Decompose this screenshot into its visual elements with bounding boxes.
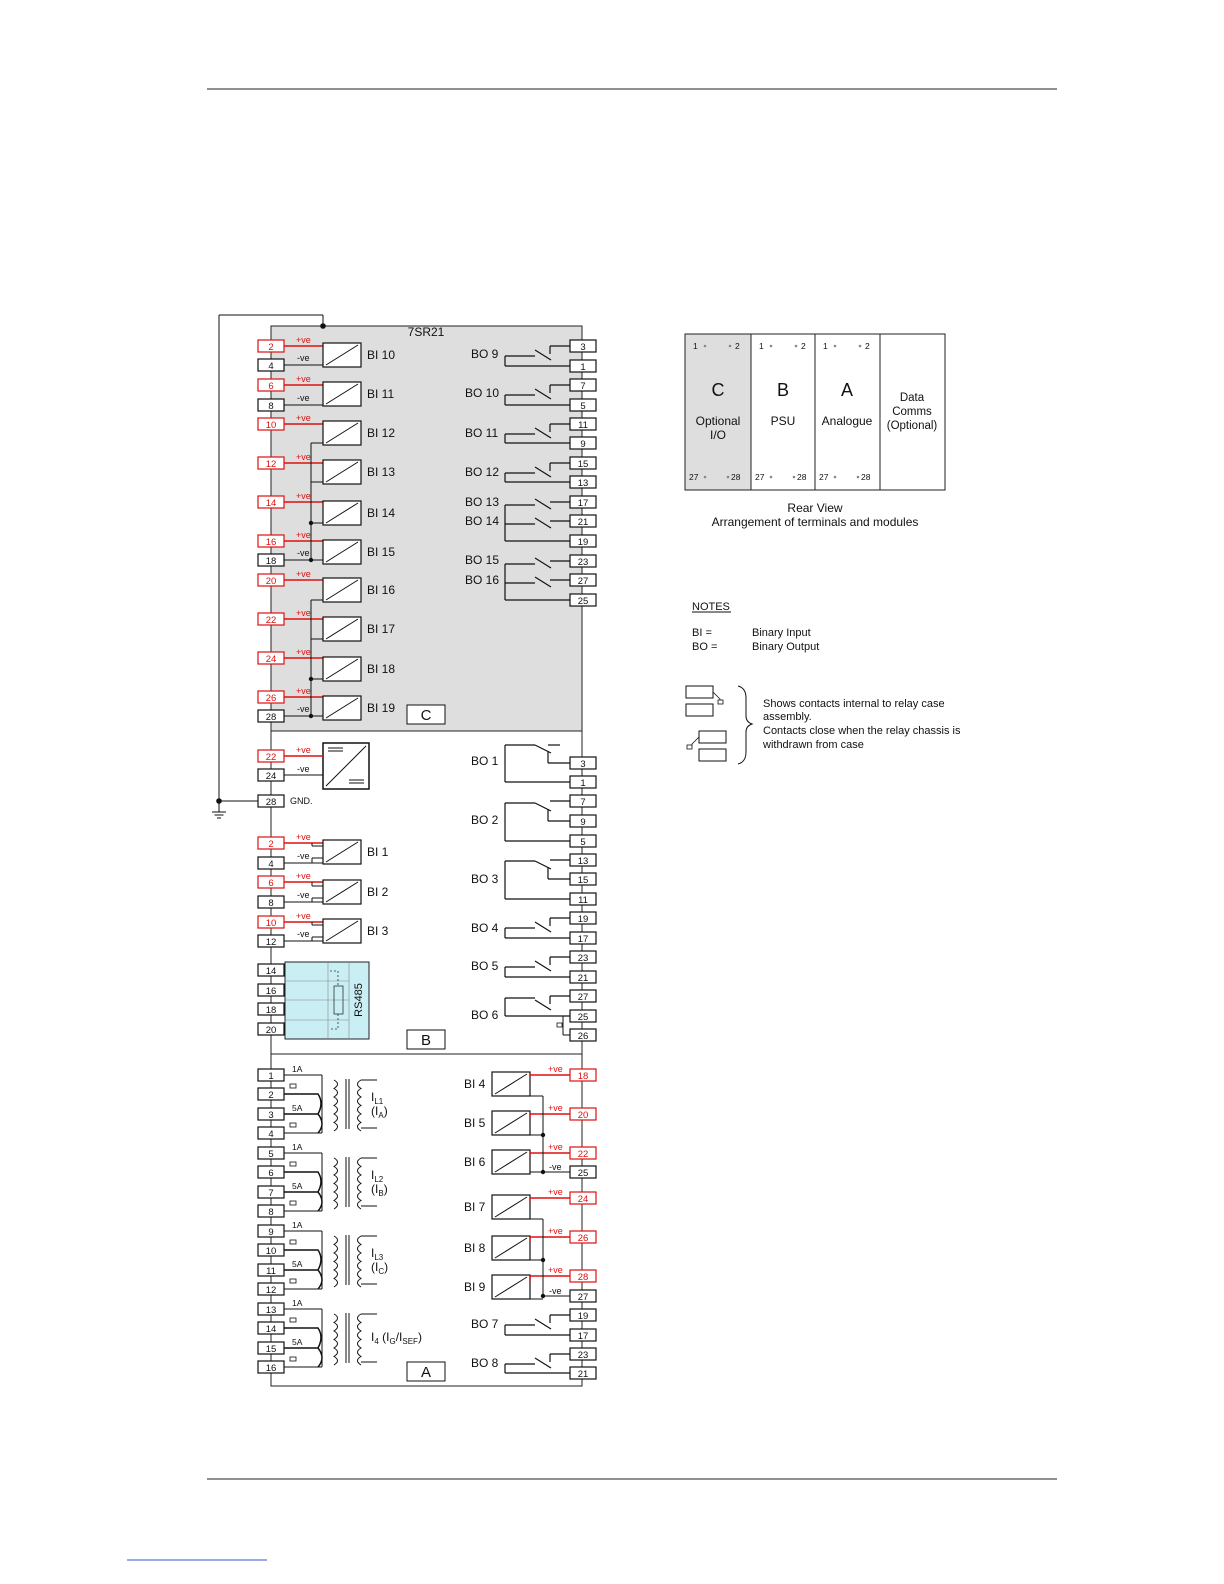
pos-label: +ve [296,569,311,579]
mod-b-rterm-26: 26 [577,1031,589,1042]
neg-label: -ve [549,1162,562,1172]
mod-c-rterm-19: 19 [577,537,589,548]
mod-c-term-8: 8 [268,401,274,412]
mod-b-rterm-13: 13 [577,856,589,867]
mod-b-rterm-23: 23 [577,953,589,964]
ct-3-label: $I_{L3}$ [371,1246,384,1262]
mod-b-term-12: 12 [265,937,277,948]
note-contact-line-3: Contacts close when the relay chassis is [763,725,961,737]
mod-b-rterm-25: 25 [577,1012,589,1023]
rear-pin [704,476,707,479]
mod-c-rterm-9: 9 [580,439,586,450]
pos-label: +ve [296,335,311,345]
rear-pin-label: 27 [755,472,765,482]
ct-1-label: $I_{L1}$ [371,1090,384,1106]
mod-b-bo5-label: BO 5 [471,959,499,973]
module-c-tag: C [420,707,432,724]
mod-b-bo6-label: BO 6 [471,1008,499,1022]
rear-pin-label: 28 [731,472,741,482]
junction [541,1258,545,1262]
rear-comms-1: Comms [892,406,932,418]
rear-module-C-letter: C [711,380,725,400]
notes [686,601,961,764]
mod-a-bi6-label: BI 6 [464,1155,486,1169]
mod-c-rterm-1: 1 [580,362,586,373]
rear-pin-label: 1 [693,341,698,351]
rear-pin [859,345,862,348]
neg-label: -ve [297,764,310,774]
ct-4-label: $I_4$ $(I_G/I_{SEF})$ [371,1330,422,1346]
rear-pin-label: 1 [759,341,764,351]
shorting-link [290,1279,296,1283]
pos-label: +ve [296,686,311,696]
mod-a-term-5: 5 [268,1149,274,1160]
rear-pin-label: 28 [797,472,807,482]
mod-b-term-8: 8 [268,898,274,909]
rear-pin-label: 27 [689,472,699,482]
mod-a-rterm-24: 24 [577,1194,589,1205]
mod-a-term-6: 6 [268,1168,274,1179]
rear-pin-label: 2 [801,341,806,351]
neg-label: -ve [549,1286,562,1296]
junction [541,1170,545,1174]
mod-c-bi11-label: BI 11 [367,387,395,401]
junction [541,1294,545,1298]
mod-c-rterm-7: 7 [580,381,586,392]
mod-b-term-4: 4 [268,859,274,870]
mod-b-term-2: 2 [268,839,274,850]
mod-c-bi16-label: BI 16 [367,583,396,597]
mod-a-term-14: 14 [265,1324,277,1335]
rear-view-caption: Rear View [787,501,843,515]
junction [309,714,313,718]
mod-a-bi9-label: BI 9 [464,1280,486,1294]
mod-c-bo-label-10: BO 10 [465,386,500,400]
mod-b-bo2-label: BO 2 [471,813,499,827]
rear-pin [704,345,707,348]
mod-c-term-12: 12 [265,459,277,470]
rear-pin [857,476,860,479]
junction [309,677,313,681]
mod-b-term-16: 16 [265,986,277,997]
module-c-panel [271,326,582,731]
ct-5a-label: 5A [292,1103,303,1113]
mod-c-rterm-3: 3 [580,342,586,353]
rear-comms-0: Data [899,392,925,404]
mod-c-bo-label-15: BO 15 [465,553,500,567]
ct-5a-label: 5A [292,1259,303,1269]
ct-1-alt: $(I_A)$ [371,1104,388,1120]
mod-b-rterm-7: 7 [580,797,586,808]
shorting-link [290,1318,296,1322]
pos-label: +ve [548,1142,563,1152]
notes-title: NOTES [692,601,730,613]
pos-label: +ve [296,452,311,462]
ct-1a-label: 1A [292,1064,303,1074]
ct-2-label: $I_{L2}$ [371,1168,384,1184]
note-bo-abbr: BO = [692,641,718,653]
mod-a-rterm-26: 26 [577,1233,589,1244]
mod-c-term-28: 28 [265,712,277,723]
mod-a-term-7: 7 [268,1188,274,1199]
mod-a-term-11: 11 [266,1266,276,1277]
mod-b-rterm-1: 1 [580,778,586,789]
pos-label: +ve [548,1103,563,1113]
mod-c-bo-label-13: BO 13 [465,495,500,509]
shorting-link [290,1240,296,1244]
pos-label: +ve [296,491,311,501]
mod-c-bo-label-9: BO 9 [471,347,499,361]
pos-label: +ve [296,745,311,755]
rear-pin [793,476,796,479]
mod-b-bi3-label: BI 3 [367,924,389,938]
rear-module-A-letter: A [840,380,854,400]
rear-comms-2: (Optional) [886,420,938,432]
note-bi-desc: Binary Input [752,627,811,639]
ct-1a-label: 1A [292,1220,303,1230]
mod-c-term-4: 4 [268,361,274,372]
module-a-tag: A [420,1364,432,1381]
mod-c-rterm-5: 5 [580,401,586,412]
pos-label: +ve [548,1226,563,1236]
rear-pin-label: 27 [819,472,829,482]
mod-c-bo-label-11: BO 11 [465,426,499,440]
rear-pin-label: 2 [865,341,870,351]
mod-b-term-18: 18 [265,1005,277,1016]
mod-c-rterm-13: 13 [577,478,589,489]
note-contact-line-1: Shows contacts internal to relay case [763,698,945,710]
shorting-link [290,1123,296,1127]
neg-label: -ve [297,393,310,403]
neg-label: -ve [297,353,310,363]
rear-module-A-desc: Analogue [821,414,873,428]
neg-label: -ve [297,929,310,939]
mod-b-term-22: 22 [265,752,277,763]
relay-title: 7SR21 [407,325,445,339]
mod-b-bo1-label: BO 1 [471,754,499,768]
mod-a-rterm-18: 18 [577,1071,589,1082]
pos-label: +ve [296,911,311,921]
pos-label: +ve [548,1265,563,1275]
rear-module-C-desc2: I/O [709,428,727,442]
junction [309,521,313,525]
mod-a-term-10: 10 [265,1246,277,1257]
rear-module-C-desc: Optional [695,414,741,428]
mod-b-rterm-5: 5 [580,837,586,848]
ct-1a-label: 1A [292,1142,303,1152]
ct-1a-label: 1A [292,1298,303,1308]
pos-label: +ve [296,871,311,881]
neg-label: -ve [297,704,310,714]
mod-b-rterm-3: 3 [580,759,586,770]
pos-label: +ve [296,608,311,618]
mod-b-term-28: 28 [265,797,277,808]
rs485-label: RS485 [353,983,365,1017]
neg-label: -ve [297,851,310,861]
mod-b-rterm-9: 9 [580,817,586,828]
mod-b-rterm-19: 19 [577,914,589,925]
mod-b-rterm-27: 27 [577,992,589,1003]
mod-a-term-15: 15 [265,1344,277,1355]
mod-b-term-14: 14 [265,966,277,977]
mod-b-rterm-21: 21 [577,973,589,984]
neg-label: -ve [297,890,310,900]
mod-a-rterm-20: 20 [577,1110,589,1121]
mod-a-bi4-label: BI 4 [464,1077,486,1091]
rear-pin [795,345,798,348]
mod-c-term-2: 2 [268,342,274,353]
mod-c-rterm-23: 23 [577,557,589,568]
note-bo-desc: Binary Output [752,641,820,653]
mod-c-bi17-label: BI 17 [367,622,396,636]
rear-view-subcaption: Arrangement of terminals and modules [711,515,919,529]
mod-c-term-10: 10 [265,420,277,431]
mod-a-rterm-19: 19 [577,1311,589,1322]
ct-2-alt: $(I_B)$ [371,1182,388,1198]
mod-b-term-24: 24 [265,771,277,782]
rear-pin [727,476,730,479]
mod-c-rterm-21: 21 [577,517,589,528]
mod-a-rterm-27: 27 [577,1292,589,1303]
internal-contact-icon [686,686,726,761]
junction [541,1133,545,1137]
mod-c-bo-label-16: BO 16 [465,573,500,587]
mod-c-term-16: 16 [265,537,277,548]
mod-c-term-22: 22 [265,615,277,626]
mod-c-bi13-label: BI 13 [367,465,396,479]
mod-b-rterm-15: 15 [577,875,589,886]
mod-a-term-2: 2 [268,1090,274,1101]
rear-module-B-desc: PSU [770,414,796,428]
mod-b-term-20: 20 [265,1025,277,1036]
rear-pin [770,345,773,348]
mod-b-rterm-17: 17 [577,934,589,945]
mod-a-term-8: 8 [268,1207,274,1218]
mod-a-rterm-25: 25 [577,1168,589,1179]
mod-b-bo3-label: BO 3 [471,872,499,886]
mod-a-rterm-17: 17 [577,1331,589,1342]
mod-a-bo7-label: BO 7 [471,1317,499,1331]
mod-c-bo-label-12: BO 12 [465,465,500,479]
mod-a-term-3: 3 [268,1110,274,1121]
rear-pin [834,345,837,348]
rs485-block [285,962,369,1039]
ct-3-alt: $(I_C)$ [371,1260,389,1276]
mod-c-bo-label-14: BO 14 [465,514,500,528]
mod-c-term-26: 26 [265,693,277,704]
mod-a-term-16: 16 [265,1363,277,1374]
pos-label: +ve [296,374,311,384]
mod-c-term-14: 14 [265,498,277,509]
mod-c-bi15-label: BI 15 [367,545,396,559]
mod-a-term-4: 4 [268,1129,274,1140]
mod-c-bi12-label: BI 12 [367,426,396,440]
mod-c-term-20: 20 [265,576,277,587]
mod-a-bi7-label: BI 7 [464,1200,486,1214]
rear-module-B-letter: B [776,380,790,400]
rear-pin-label: 1 [823,341,828,351]
mod-a-bo8-label: BO 8 [471,1356,499,1370]
rear-pin-label: 28 [861,472,871,482]
note-contact-line-4: withdrawn from case [763,739,864,751]
mod-a-bi5-label: BI 5 [464,1116,486,1130]
mod-a-bi8-label: BI 8 [464,1241,486,1255]
mod-c-rterm-11: 11 [578,420,588,431]
rear-pin [729,345,732,348]
shorting-link [290,1357,296,1361]
mod-a-term-9: 9 [268,1227,274,1238]
shorting-link [290,1162,296,1166]
mod-a-rterm-22: 22 [577,1149,589,1160]
neg-label: -ve [297,548,310,558]
pos-label: +ve [296,413,311,423]
pos-label: +ve [296,647,311,657]
mod-b-bi2-label: BI 2 [367,885,389,899]
mod-a-rterm-21: 21 [577,1369,589,1380]
mod-a-rterm-28: 28 [577,1272,589,1283]
mod-b-bi1-label: BI 1 [367,845,389,859]
pos-label: +ve [296,832,311,842]
shorting-link [290,1201,296,1205]
pos-label: +ve [548,1187,563,1197]
rear-pin-label: 2 [735,341,740,351]
mod-c-term-6: 6 [268,381,274,392]
pos-label: +ve [296,530,311,540]
junction [309,558,313,562]
internal-contact [557,1023,562,1027]
mod-b-term-6: 6 [268,878,274,889]
mod-a-term-12: 12 [265,1285,277,1296]
mod-c-term-18: 18 [265,556,277,567]
module-a-panel [271,1054,582,1386]
note-bi-abbr: BI = [692,627,712,639]
mod-c-rterm-27: 27 [577,576,589,587]
mod-c-rterm-17: 17 [577,498,589,509]
ct-5a-label: 5A [292,1337,303,1347]
mod-b-rterm-11: 11 [578,895,588,906]
mod-b-term-10: 10 [265,918,277,929]
mod-c-bi10-label: BI 10 [367,348,396,362]
rear-pin [834,476,837,479]
pos-label: +ve [548,1064,563,1074]
mod-b-bo4-label: BO 4 [471,921,499,935]
mod-c-rterm-15: 15 [577,459,589,470]
mod-a-term-1: 1 [268,1071,274,1082]
mod-c-bi19-label: BI 19 [367,701,396,715]
mod-a-rterm-23: 23 [577,1350,589,1361]
rear-pin [770,476,773,479]
mod-c-bi14-label: BI 14 [367,506,396,520]
note-contact-line-2: assembly. [763,711,812,723]
shorting-link [290,1084,296,1088]
module-b-tag: B [420,1032,432,1049]
mod-c-bi18-label: BI 18 [367,662,396,676]
ct-5a-label: 5A [292,1181,303,1191]
notes-brace [738,686,752,764]
mod-a-term-13: 13 [265,1305,277,1316]
mod-c-rterm-25: 25 [577,596,589,607]
gnd-label: GND. [290,796,313,806]
mod-c-term-24: 24 [265,654,277,665]
